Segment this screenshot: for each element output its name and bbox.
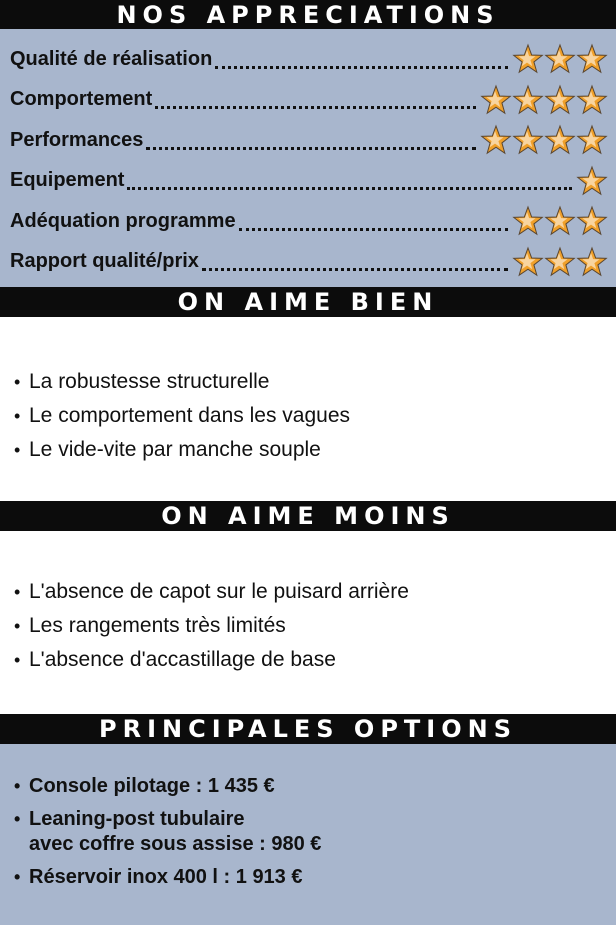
star-icon — [512, 246, 544, 278]
rating-label: Equipement — [10, 169, 125, 192]
list-item-text: Le comportement dans les vagues — [29, 404, 351, 427]
bullet: • — [14, 809, 21, 829]
list-item-text: L'absence de capot sur le puisard arrière — [29, 580, 409, 603]
bullet: • — [14, 616, 21, 636]
bullet: • — [14, 650, 21, 670]
star-rating — [480, 84, 608, 116]
star-rating — [512, 246, 608, 278]
dotted-leader — [155, 96, 476, 109]
star-icon — [544, 43, 576, 75]
star-icon — [544, 124, 576, 156]
list-item-text: Le vide-vite par manche souple — [29, 438, 321, 461]
star-rating — [512, 43, 608, 75]
option-item — [14, 807, 616, 857]
bullet: • — [14, 867, 21, 887]
rating-label: Comportement — [10, 88, 153, 111]
option-item — [14, 865, 616, 890]
rating-row — [10, 201, 608, 242]
aime-moins-header: ON AIME MOINS — [0, 501, 616, 531]
list-item-text: La robustesse structurelle — [29, 370, 270, 393]
star-icon — [544, 84, 576, 116]
star-icon — [512, 43, 544, 75]
star-icon — [576, 84, 608, 116]
dotted-leader — [202, 258, 508, 271]
list-item-text: Les rangements très limités — [29, 614, 286, 637]
star-icon — [576, 165, 608, 197]
list-item-text: L'absence d'accastillage de base — [29, 648, 336, 671]
star-rating — [576, 165, 608, 197]
rating-label: Rapport qualité/prix — [10, 250, 199, 273]
bullet: • — [14, 406, 21, 426]
aime-bien-header: ON AIME BIEN — [0, 287, 616, 317]
option-item — [14, 774, 616, 799]
star-icon — [480, 124, 512, 156]
appreciations-header: NOS APPRECIATIONS — [0, 0, 616, 29]
star-icon — [576, 124, 608, 156]
aime-bien-list — [0, 317, 616, 501]
rating-label: Adéquation programme — [10, 209, 236, 232]
rating-row — [10, 242, 608, 283]
ratings-panel — [0, 29, 616, 287]
rating-row — [10, 39, 608, 80]
list-item — [14, 609, 616, 643]
rating-row — [10, 120, 608, 161]
option-text: Leaning-post tubulaire — [29, 808, 245, 830]
dotted-leader — [127, 177, 572, 190]
rating-label: Performances — [10, 128, 144, 151]
star-icon — [576, 43, 608, 75]
dotted-leader — [239, 218, 508, 231]
bullet: • — [14, 372, 21, 392]
option-text: Console pilotage : 1 435 € — [29, 775, 275, 797]
star-icon — [544, 205, 576, 237]
option-text-continued: avec coffre sous assise : 980 € — [29, 833, 322, 855]
star-icon — [576, 246, 608, 278]
rating-row — [10, 80, 608, 121]
list-item — [14, 399, 616, 433]
list-item — [14, 433, 616, 467]
star-icon — [544, 246, 576, 278]
option-text: Réservoir inox 400 l : 1 913 € — [29, 866, 303, 888]
rating-label: Qualité de réalisation — [10, 47, 213, 70]
rating-row — [10, 161, 608, 202]
options-list — [0, 744, 616, 925]
star-icon — [512, 205, 544, 237]
bullet: • — [14, 776, 21, 796]
list-item — [14, 575, 616, 609]
bullet: • — [14, 440, 21, 460]
list-item — [14, 365, 616, 399]
star-rating — [512, 205, 608, 237]
star-rating — [480, 124, 608, 156]
aime-moins-list — [0, 531, 616, 714]
dotted-leader — [146, 137, 476, 150]
options-header: PRINCIPALES OPTIONS — [0, 714, 616, 744]
list-item — [14, 643, 616, 677]
star-icon — [480, 84, 512, 116]
star-icon — [512, 84, 544, 116]
star-icon — [512, 124, 544, 156]
dotted-leader — [215, 56, 508, 69]
star-icon — [576, 205, 608, 237]
bullet: • — [14, 582, 21, 602]
